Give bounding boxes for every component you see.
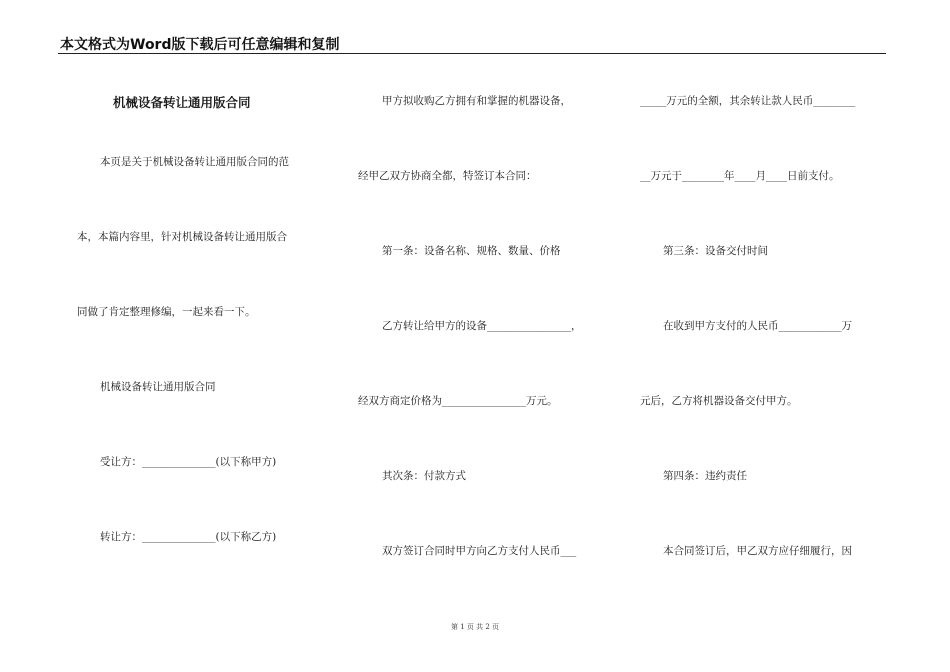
col2-line-7: 双方签订合同时甲方向乙方支付人民币___ bbox=[382, 545, 577, 557]
col2-line-1: 甲方拟收购乙方拥有和掌握的机器设备， bbox=[382, 95, 571, 107]
col3-line-2: __万元于________年____月____日前支付。 bbox=[640, 170, 840, 182]
document-title: 机械设备转让通用版合同 bbox=[113, 95, 251, 110]
col2-line-3: 第一条：设备名称、规格、数量、价格 bbox=[382, 245, 561, 257]
col3-line-3: 第三条：设备交付时间 bbox=[663, 245, 768, 257]
col3-line-5: 元后，乙方将机器设备交付甲方。 bbox=[640, 395, 798, 407]
col3-line-1: _____万元的全额，其余转让款人民币________ bbox=[640, 95, 856, 107]
col1-line-4: 机械设备转让通用版合同 bbox=[100, 381, 216, 393]
col2-line-2: 经甲乙双方协商全都，特签订本合同： bbox=[358, 170, 537, 182]
col2-line-4: 乙方转让给甲方的设备________________， bbox=[382, 320, 582, 332]
col1-line-1: 本页是关于机械设备转让通用版合同的范 bbox=[100, 156, 289, 168]
col1-line-6: 转让方：______________(以下称乙方) bbox=[100, 531, 277, 543]
col1-line-2: 本，本篇内容里，针对机械设备转让通用版合 bbox=[77, 231, 287, 243]
col3-line-6: 第四条：违约责任 bbox=[663, 470, 747, 482]
col2-line-5: 经双方商定价格为________________万元。 bbox=[358, 395, 558, 407]
col3-line-7: 本合同签订后，甲乙双方应仔细履行，因 bbox=[663, 545, 852, 557]
page-number: 第 1 页 共 2 页 bbox=[450, 623, 500, 631]
col1-line-5: 受让方：______________(以下称甲方) bbox=[100, 456, 277, 468]
header-divider bbox=[58, 53, 886, 54]
col3-line-4: 在收到甲方支付的人民币____________万 bbox=[663, 320, 852, 332]
col2-line-6: 其次条：付款方式 bbox=[382, 470, 466, 482]
col1-line-3: 同做了肯定整理修编，一起来看一下。 bbox=[77, 306, 256, 318]
document-header: 本文格式为Word版下载后可任意编辑和复制 bbox=[60, 37, 340, 53]
